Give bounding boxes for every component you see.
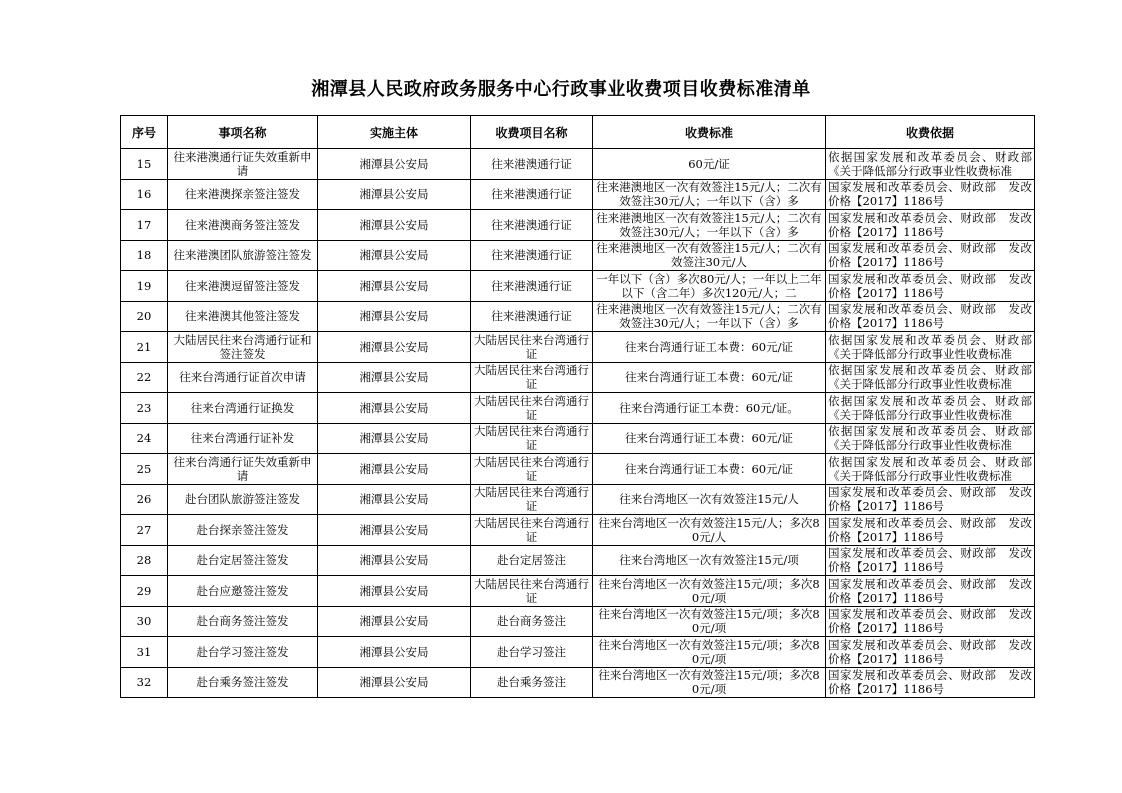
table-row [121,637,1035,668]
table-row [121,149,1035,180]
table-row [121,271,1035,302]
cell-agency-text: 湘潭县公安局 [359,614,429,629]
cell-no [121,454,168,485]
cell-fee-basis-text: 国家发展和改革委员会、财政部 发改价格【2017】1186号 [828,668,1032,697]
cell-fee-standard-text: 往来台湾地区一次有效签注15元/人 [619,492,799,507]
cell-fee-basis [826,301,1035,332]
cell-item-name [168,149,318,180]
cell-agency-text: 湘潭县公安局 [359,278,429,293]
cell-fee-standard-text: 一年以下（含）多次80元/人；一年以上二年以下（含二年）多次120元/人；二 [596,271,822,300]
cell-fee-standard [593,179,826,210]
cell-item-name [168,393,318,424]
cell-agency [318,454,471,485]
cell-fee-standard [593,667,826,698]
cell-agency [318,301,471,332]
cell-fee-standard [593,423,826,454]
cell-item-name-text: 赴台团队旅游签注签发 [185,492,300,507]
cell-agency-text: 湘潭县公安局 [359,553,429,568]
cell-no [121,576,168,607]
cell-agency-text: 湘潭县公安局 [359,309,429,324]
cell-agency-text: 湘潭县公安局 [359,675,429,690]
cell-item-name-text: 赴台乘务签注签发 [196,675,289,690]
cell-no [121,240,168,271]
cell-fee-basis-text: 国家发展和改革委员会、财政部 发改价格【2017】1186号 [828,210,1032,239]
column-header-basis: 收费依据 [826,116,1035,149]
cell-fee-item [471,179,593,210]
cell-agency-text: 湘潭县公安局 [359,187,429,202]
cell-agency [318,210,471,241]
cell-agency [318,484,471,515]
cell-item-name [168,332,318,363]
cell-item-name-text: 往来港澳逗留签注签发 [185,278,300,293]
cell-fee-standard [593,606,826,637]
cell-item-name [168,667,318,698]
cell-fee-item-text: 大陆居民往来台湾通行证 [474,454,589,483]
cell-fee-basis-text: 国家发展和改革委员会、财政部 发改价格【2017】1186号 [828,241,1032,270]
cell-item-name [168,301,318,332]
cell-fee-item [471,454,593,485]
cell-item-name [168,362,318,393]
cell-fee-standard [593,271,826,302]
cell-fee-basis [826,545,1035,576]
table-row [121,545,1035,576]
cell-fee-basis [826,515,1035,546]
cell-item-name-text: 往来港澳团队旅游签注签发 [173,248,312,263]
cell-fee-basis [826,240,1035,271]
fee-standard-table [120,115,1035,698]
cell-agency-text: 湘潭县公安局 [359,431,429,446]
cell-fee-standard-text: 往来台湾地区一次有效签注15元/项；多次80元/项 [598,637,820,666]
cell-agency [318,515,471,546]
cell-no-text: 22 [136,370,152,385]
cell-fee-item [471,576,593,607]
cell-fee-item-text: 赴台定居签注 [497,553,566,568]
cell-no-text: 19 [136,278,152,293]
cell-fee-basis-text: 依据国家发展和改革委员会、财政部《关于降低部分行政事业性收费标准 [828,332,1032,361]
cell-no [121,271,168,302]
cell-agency [318,179,471,210]
cell-no [121,393,168,424]
cell-no-text: 18 [136,248,152,263]
cell-no [121,210,168,241]
cell-fee-item [471,240,593,271]
cell-item-name-text: 赴台学习签注签发 [196,644,289,659]
cell-fee-item [471,301,593,332]
cell-item-name [168,179,318,210]
cell-fee-item-text: 赴台商务签注 [497,614,566,629]
cell-fee-basis [826,606,1035,637]
cell-no [121,301,168,332]
column-header-item: 事项名称 [168,116,318,149]
cell-no-text: 26 [136,492,152,507]
cell-fee-item [471,149,593,180]
cell-no-text: 28 [136,553,152,568]
cell-fee-item [471,637,593,668]
cell-agency [318,545,471,576]
table-row [121,667,1035,698]
cell-agency [318,576,471,607]
cell-fee-standard [593,240,826,271]
cell-fee-standard [593,362,826,393]
cell-item-name-text: 赴台应邀签注签发 [196,583,289,598]
cell-agency [318,606,471,637]
cell-no-text: 17 [136,217,152,232]
cell-fee-item [471,362,593,393]
cell-fee-standard-text: 60元/证 [688,156,730,171]
cell-fee-basis-text: 国家发展和改革委员会、财政部 发改价格【2017】1186号 [828,576,1032,605]
cell-fee-standard-text: 往来台湾地区一次有效签注15元/人；多次80元/人 [598,515,820,544]
cell-no-text: 16 [136,187,152,202]
cell-agency [318,240,471,271]
cell-fee-basis-text: 依据国家发展和改革委员会、财政部《关于降低部分行政事业性收费标准 [828,149,1032,178]
cell-no [121,149,168,180]
cell-fee-standard-text: 往来台湾通行证工本费：60元/证 [624,370,793,385]
page-title: 湘潭县人民政府政务服务中心行政事业收费项目收费标准清单 [311,79,811,100]
cell-fee-basis [826,454,1035,485]
cell-fee-standard [593,484,826,515]
cell-fee-item-text: 往来港澳通行证 [491,156,572,171]
table-row [121,393,1035,424]
table-row [121,179,1035,210]
cell-fee-standard-text: 往来台湾通行证工本费：60元/证。 [619,400,799,415]
cell-fee-item-text: 大陆居民往来台湾通行证 [474,332,589,361]
cell-fee-basis [826,637,1035,668]
column-header-agency: 实施主体 [318,116,471,149]
cell-agency [318,362,471,393]
table-row [121,423,1035,454]
cell-item-name-text: 往来港澳探亲签注签发 [185,187,300,202]
cell-fee-standard [593,393,826,424]
cell-fee-item [471,393,593,424]
column-header-fee-item: 收费项目名称 [471,116,593,149]
cell-fee-standard-text: 往来台湾地区一次有效签注15元/项；多次80元/项 [598,668,820,697]
cell-fee-basis-text: 依据国家发展和改革委员会、财政部《关于降低部分行政事业性收费标准 [828,363,1032,392]
cell-fee-item [471,667,593,698]
cell-fee-basis-text: 国家发展和改革委员会、财政部 发改价格【2017】1186号 [828,180,1032,209]
cell-fee-item-text: 往来港澳通行证 [491,248,572,263]
cell-fee-item-text: 大陆居民往来台湾通行证 [474,393,589,422]
cell-fee-standard [593,454,826,485]
cell-agency-text: 湘潭县公安局 [359,400,429,415]
cell-item-name-text: 赴台探亲签注签发 [196,522,289,537]
cell-no-text: 21 [136,339,152,354]
cell-item-name [168,515,318,546]
cell-fee-standard [593,149,826,180]
cell-fee-basis-text: 国家发展和改革委员会、财政部 发改价格【2017】1186号 [828,271,1032,300]
cell-fee-basis-text: 国家发展和改革委员会、财政部 发改价格【2017】1186号 [828,607,1032,636]
cell-fee-standard-text: 往来台湾地区一次有效签注15元/项 [619,553,799,568]
cell-item-name [168,454,318,485]
cell-fee-standard [593,637,826,668]
cell-item-name-text: 往来台湾通行证首次申请 [179,370,306,385]
table-row [121,576,1035,607]
cell-fee-item-text: 大陆居民往来台湾通行证 [474,576,589,605]
cell-fee-basis [826,423,1035,454]
cell-item-name-text: 往来台湾通行证失效重新申请 [173,454,312,483]
cell-fee-basis-text: 国家发展和改革委员会、财政部 发改价格【2017】1186号 [828,515,1032,544]
table-row [121,606,1035,637]
cell-fee-basis-text: 国家发展和改革委员会、财政部 发改价格【2017】1186号 [828,637,1032,666]
cell-no [121,637,168,668]
cell-fee-item-text: 赴台乘务签注 [497,675,566,690]
cell-agency-text: 湘潭县公安局 [359,522,429,537]
cell-fee-standard [593,332,826,363]
cell-no-text: 32 [136,675,152,690]
cell-no [121,362,168,393]
cell-agency [318,637,471,668]
cell-fee-standard [593,515,826,546]
cell-no-text: 15 [136,156,152,171]
cell-fee-basis-text: 国家发展和改革委员会、财政部 发改价格【2017】1186号 [828,485,1032,514]
cell-agency-text: 湘潭县公安局 [359,583,429,598]
cell-fee-basis-text: 依据国家发展和改革委员会、财政部《关于降低部分行政事业性收费标准 [828,454,1032,483]
cell-fee-item-text: 往来港澳通行证 [491,278,572,293]
cell-agency [318,667,471,698]
cell-no [121,515,168,546]
cell-item-name-text: 往来台湾通行证补发 [190,431,295,446]
cell-fee-basis [826,393,1035,424]
cell-agency [318,332,471,363]
cell-fee-standard-text: 往来台湾地区一次有效签注15元/项；多次80元/项 [598,607,820,636]
cell-fee-standard-text: 往来台湾通行证工本费：60元/证 [624,339,793,354]
cell-item-name [168,271,318,302]
cell-fee-item [471,515,593,546]
cell-fee-item [471,545,593,576]
cell-agency [318,271,471,302]
cell-fee-basis [826,667,1035,698]
cell-fee-standard [593,210,826,241]
cell-no-text: 30 [136,614,152,629]
cell-item-name-text: 往来港澳商务签注签发 [185,217,300,232]
cell-fee-standard-text: 往来台湾地区一次有效签注15元/项；多次80元/项 [598,576,820,605]
cell-fee-standard [593,301,826,332]
cell-agency-text: 湘潭县公安局 [359,217,429,232]
cell-fee-standard-text: 往来港澳地区一次有效签注15元/人；二次有效签注30元/人；一年以下（含）多 [596,302,822,331]
cell-no-text: 24 [136,431,152,446]
cell-fee-item [471,606,593,637]
cell-fee-basis [826,484,1035,515]
cell-no-text: 25 [136,461,152,476]
cell-no [121,179,168,210]
cell-fee-basis-text: 依据国家发展和改革委员会、财政部《关于降低部分行政事业性收费标准 [828,424,1032,453]
cell-item-name [168,606,318,637]
cell-item-name [168,545,318,576]
cell-fee-basis [826,271,1035,302]
cell-item-name-text: 往来港澳其他签注签发 [185,309,300,324]
cell-item-name [168,637,318,668]
table-header-row [121,116,1035,149]
cell-no-text: 20 [136,309,152,324]
cell-agency-text: 湘潭县公安局 [359,248,429,263]
cell-fee-standard-text: 往来台湾通行证工本费：60元/证 [624,461,793,476]
cell-fee-item-text: 大陆居民往来台湾通行证 [474,485,589,514]
cell-fee-basis [826,576,1035,607]
cell-fee-item [471,271,593,302]
cell-no [121,423,168,454]
cell-no [121,667,168,698]
cell-fee-item-text: 往来港澳通行证 [491,187,572,202]
cell-fee-basis [826,362,1035,393]
cell-fee-item-text: 往来港澳通行证 [491,309,572,324]
cell-no-text: 31 [136,644,152,659]
cell-fee-standard [593,545,826,576]
cell-no [121,545,168,576]
table-row [121,515,1035,546]
table-body [121,149,1035,698]
cell-agency [318,393,471,424]
cell-item-name [168,484,318,515]
cell-fee-item-text: 往来港澳通行证 [491,217,572,232]
cell-no-text: 29 [136,583,152,598]
cell-no-text: 27 [136,522,152,537]
cell-fee-item [471,484,593,515]
cell-item-name [168,423,318,454]
cell-fee-standard-text: 往来台湾通行证工本费：60元/证 [624,431,793,446]
cell-item-name-text: 往来港澳通行证失效重新申请 [173,149,312,178]
cell-agency-text: 湘潭县公安局 [359,156,429,171]
cell-item-name-text: 赴台定居签注签发 [196,553,289,568]
cell-agency [318,423,471,454]
cell-fee-standard [593,576,826,607]
cell-fee-basis [826,210,1035,241]
column-header-standard: 收费标准 [593,116,826,149]
column-header-no: 序号 [121,116,168,149]
cell-agency-text: 湘潭县公安局 [359,461,429,476]
cell-agency-text: 湘潭县公安局 [359,370,429,385]
cell-item-name [168,240,318,271]
cell-fee-basis [826,149,1035,180]
cell-agency-text: 湘潭县公安局 [359,492,429,507]
table-row [121,210,1035,241]
table-row [121,332,1035,363]
cell-item-name [168,210,318,241]
cell-fee-item-text: 大陆居民往来台湾通行证 [474,424,589,453]
cell-no [121,332,168,363]
cell-fee-item-text: 大陆居民往来台湾通行证 [474,363,589,392]
table-row [121,454,1035,485]
cell-fee-standard-text: 往来港澳地区一次有效签注15元/人；二次有效签注30元/人 [596,241,822,270]
cell-fee-item-text: 大陆居民往来台湾通行证 [474,515,589,544]
cell-fee-basis-text: 国家发展和改革委员会、财政部 发改价格【2017】1186号 [828,546,1032,575]
cell-item-name-text: 赴台商务签注签发 [196,614,289,629]
table-row [121,362,1035,393]
cell-agency-text: 湘潭县公安局 [359,339,429,354]
table-row [121,484,1035,515]
cell-fee-standard-text: 往来港澳地区一次有效签注15元/人；二次有效签注30元/人；一年以下（含）多 [596,180,822,209]
cell-fee-basis-text: 国家发展和改革委员会、财政部 发改价格【2017】1186号 [828,302,1032,331]
cell-fee-basis [826,332,1035,363]
cell-fee-item-text: 赴台学习签注 [497,644,566,659]
cell-fee-item [471,332,593,363]
cell-item-name [168,576,318,607]
cell-fee-basis-text: 依据国家发展和改革委员会、财政部《关于降低部分行政事业性收费标准 [828,393,1032,422]
cell-no-text: 23 [136,400,152,415]
cell-agency [318,149,471,180]
table-row [121,240,1035,271]
cell-fee-standard-text: 往来港澳地区一次有效签注15元/人；二次有效签注30元/人；一年以下（含）多 [596,210,822,239]
table-row [121,301,1035,332]
cell-item-name-text: 往来台湾通行证换发 [190,400,295,415]
cell-no [121,484,168,515]
cell-agency-text: 湘潭县公安局 [359,644,429,659]
cell-fee-basis [826,179,1035,210]
cell-fee-item [471,210,593,241]
cell-no [121,606,168,637]
cell-fee-item [471,423,593,454]
cell-item-name-text: 大陆居民往来台湾通行证和签注签发 [173,332,312,361]
